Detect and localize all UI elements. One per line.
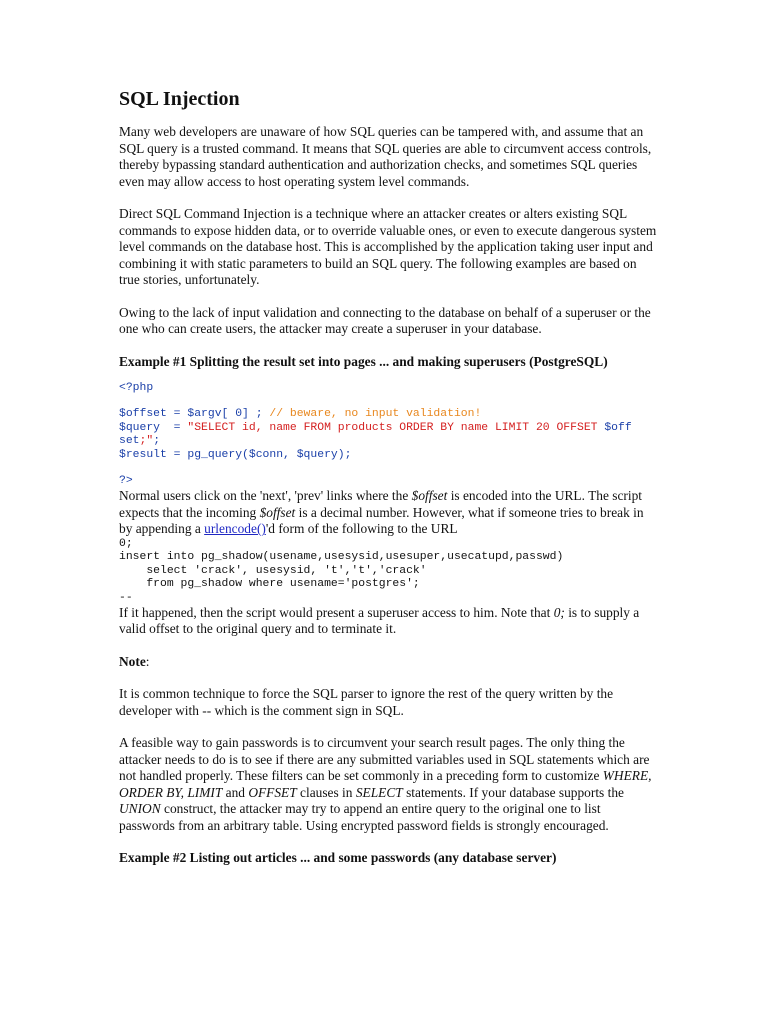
- injection-code-block: 0; insert into pg_shadow(usename,usesysid,usesuper,usecatupd,passwd) select 'crack', usesysid, 't','t','crack' from pg_shadow where usename='postgres'; --: [119, 537, 564, 604]
- offset-variable: $offset: [259, 504, 296, 520]
- zero-semicolon: 0;: [553, 604, 565, 620]
- example1-code-block: [119, 382, 659, 395]
- password-text-3: statements. If your database supports the: [402, 784, 624, 800]
- code-offset-var-part2: set: [119, 435, 140, 448]
- code-result-assign: $result = pg_query($conn, $query);: [119, 448, 352, 461]
- php-close-tag: ?>: [119, 475, 133, 488]
- note-colon: :: [145, 653, 150, 669]
- result-text-1: If it happened, then the script would present a superuser access to him. Note that: [119, 604, 554, 620]
- result-text-2: is to supply a valid offset to the original query and to terminate it.: [119, 604, 640, 637]
- code-offset-var-part1: $off: [604, 421, 632, 434]
- direct-injection-paragraph: Direct SQL Command Injection is a technique where an attacker creates or alters existing SQL commands to expose hidden data, or to override valuable ones, or even to execute dangerous system level commands on the database host. This is accomplished by the application taking user input and combining it with static parameters to build an SQL query. The following examples are based on true stories, unfortunately.: [119, 206, 657, 287]
- code-query-string: "SELECT id, name FROM products ORDER BY name LIMIT 20 OFFSET: [187, 421, 605, 434]
- code-query-assign: $query =: [119, 421, 188, 434]
- code-semicolon: ;: [153, 435, 161, 448]
- url-text-1: Normal users click on the 'next', 'prev' links where the: [119, 488, 412, 504]
- sql-keyword-union: UNION: [119, 801, 161, 817]
- password-paragraph: [119, 735, 659, 834]
- note-bold: Note: [119, 653, 146, 669]
- example1-code-lines: [119, 408, 659, 462]
- sql-keyword-offset: OFFSET: [248, 784, 297, 800]
- url-text-3: is a decimal number. However, what if someone tries to break in by appending a: [119, 504, 644, 537]
- note-label: [119, 654, 659, 671]
- offset-variable: $offset: [411, 488, 448, 504]
- urlencode-link[interactable]: urlencode(): [204, 521, 266, 537]
- comment-technique-paragraph: It is common technique to force the SQL parser to ignore the rest of the query written by the developer with -- which is the comment sign in SQL.: [119, 686, 614, 718]
- sql-keywords: WHERE, ORDER BY, LIMIT: [119, 768, 652, 800]
- code-offset-assign: $offset = $argv[ 0] ;: [119, 408, 263, 421]
- example1-heading: Example #1 Splitting the result set into pages ... and making superusers (PostgreSQL): [119, 353, 608, 369]
- password-text-1: A feasible way to gain passwords is to circumvent your search result pages. The only thing the attacker needs to do is to see if there are any submitted variables used in SQL statements which are not handled properly. These filters can be set commonly in a preceding form to customize: [119, 735, 650, 784]
- code-query-string-end: ;": [139, 435, 154, 448]
- url-text-2: is encoded into the URL. The script expects that the incoming: [119, 488, 642, 520]
- document-page: [119, 86, 659, 879]
- url-explanation-paragraph: [119, 488, 659, 538]
- code-comment: // beware, no input validation!: [262, 408, 482, 421]
- sql-keyword-select: SELECT: [355, 784, 403, 800]
- page-title: SQL Injection: [119, 88, 240, 110]
- password-text-and: and: [222, 784, 249, 800]
- url-text-4: 'd form of the following to the URL: [265, 521, 458, 537]
- example2-heading: Example #2 Listing out articles ... and some passwords (any database server): [119, 850, 557, 866]
- password-text-4: construct, the attacker may try to append an entire query to the original one to list passwords from an arbitrary table. Using encrypted password fields is strongly encouraged.: [119, 801, 609, 833]
- superuser-result-paragraph: [119, 605, 659, 638]
- php-close-block: [119, 475, 659, 488]
- php-open-tag: <?php: [119, 382, 154, 394]
- password-text-2: clauses in: [296, 784, 356, 800]
- superuser-paragraph: Owing to the lack of input validation and connecting to the database on behalf of a superuser or the one who can create users, the attacker may create a superuser in your database.: [119, 304, 651, 336]
- intro-paragraph: Many web developers are unaware of how SQL queries can be tampered with, and assume that an SQL query is a trusted command. It means that SQL queries are able to circumvent access controls, thereby bypassing standard authentication and authorization checks, and sometimes SQL queries even may allow access to host operating system level commands.: [119, 124, 652, 189]
